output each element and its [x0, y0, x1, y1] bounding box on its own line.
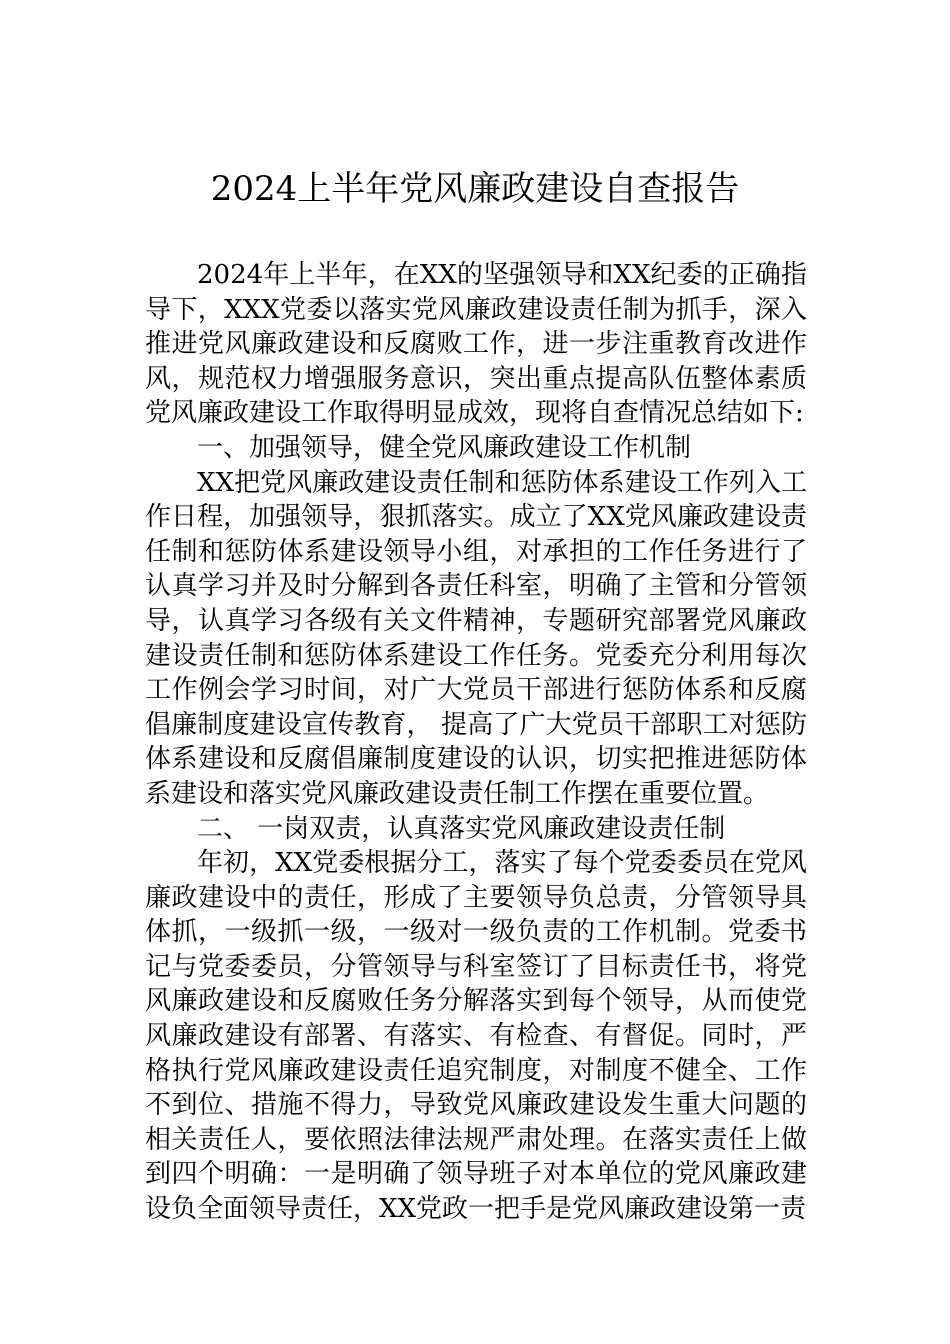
section-2-heading: 二、 一岗双责，认真落实党风廉政建设责任制	[197, 813, 726, 844]
document-body	[145, 258, 807, 1227]
section-1-heading: 一、加强领导，健全党风廉政建设工作机制	[197, 432, 692, 463]
section-2-paragraph: 年初，XX党委根据分工，落实了每个党委委员在党风廉政建设中的责任，形成了主要领导负总责，分管领导具体抓，一级抓一级，一级对一级负责的工作机制。党委书记与党委委员，分管领导与科室签订了目标责任书，将党风廉政建设和反腐败任务分解落实到每个领导，从而使党风廉政建设有部署、有落实、有检查、有督促。同时，严格执行党风廉政建设责任追究制度，对制度不健全、工作不到位、措施不得力，导致党风廉政建设发生重大问题的相关责任人，要依照法律法规严肃处理。在落实责任上做到四个明确：一是明确了领导班子对本单位的党风廉政建设负全面领导责任，XX党政一把手是党风廉政建设第一责	[145, 848, 807, 1225]
document-title: 2024上半年党风廉政建设自查报告	[210, 169, 740, 209]
section-1-paragraph: XX把党风廉政建设责任制和惩防体系建设工作列入工作日程，加强领导，狠抓落实。成立了XX党风廉政建设责任制和惩防体系建设领导小组，对承担的工作任务进行了认真学习并及时分解到各责任科室，明确了主管和分管领导，认真学习各级有关文件精神，专题研究部署党风廉政建设责任制和惩防体系建设工作任务。党委充分利用每次工作例会学习时间，对广大党员干部进行惩防体系和反腐倡廉制度建设宣传教育， 提高了广大党员干部职工对惩防体系建设和反腐倡廉制度建设的认识，切实把推进惩防体系建设和落实党风廉政建设责任制工作摆在重要位置。	[145, 467, 807, 809]
intro-paragraph: 2024年上半年，在XX的坚强领导和XX纪委的正确指导下，XXX党委以落实党风廉政建设责任制为抓手，深入推进党风廉政建设和反腐败工作，进一步注重教育改进作风，规范权力增强服务意识，突出重点提高队伍整体素质党风廉政建设工作取得明显成效，现将自查情况总结如下:	[145, 260, 807, 429]
